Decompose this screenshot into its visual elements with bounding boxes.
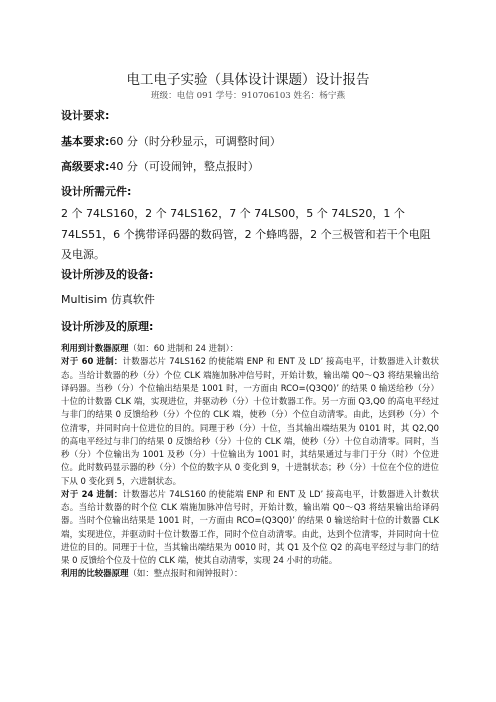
basic-requirement xyxy=(61,133,281,149)
counter-principle-line xyxy=(61,342,439,355)
equipment-text: Multisim 仿真软件 xyxy=(61,293,155,306)
advanced-requirement-label: 高级要求: xyxy=(61,160,110,173)
basic-requirement-label: 基本要求: xyxy=(61,135,110,148)
components-list: 2 个 74LS160，2 个 74LS162，7 个 74LS00，5 个 74LS20，1 个 74LS51，6 个携带译码器的数码管，2 个蜂鸣器，2 个三极管和若干个电阻及电源。 xyxy=(61,207,431,261)
comparator-principle-line xyxy=(61,567,439,580)
counter-principle-label: 利用到计数器原理 xyxy=(61,343,129,353)
comparator-label: 利用的比较器原理 xyxy=(61,568,129,579)
base60-text: 计数器芯片 74LS162 的使能端 ENP 和 ENT 及 LD’ 接高电平，计数器进入计数状态。当给计数器的秒（分）个位 CLK 端施加脉冲信号时，开始计数，输出端 Q0～Q3 将结果输出给译码器。当秒（分）个位输出结果是 1001 时，一方面由 RCO=(Q3Q0)’ 的结果 0 输送给秒（分）十位的计数器 CLK 端，实现进位，并驱动秒（分）十位计数器工作。另一方面 Q3,Q0 的高电平经过与非门的结果 0 反馈给秒（分）个位的 CLK 端，使秒（分）个位自动清零。由此，达到秒（分）个位清零，并同时向十位进位的目的。同理于秒（分）十位，当其输出端结果为 0101 时，其 Q2,Q0 的高电平经过与非门的结果 0 反馈给秒（分）十位的 CLK 端，使秒（分）十位自动清零。同时，当秒（分）个位输出为 1001 及秒（分）十位输出为 1001 时，其结果通过与非门于分（时）个位进位。此时数码显示器的秒（分）个位的数字从 0 变化到 9，十进制状态；秒（分）十位在个位的进位下从 0 变化到 5，六进制状态。 xyxy=(61,356,439,486)
base60-label: 对于 60 进制： xyxy=(61,356,123,367)
base24-label: 对于 24 进制： xyxy=(61,488,123,499)
student-info: 班级：电信 091 学号：910706103 姓名：杨宁燕 xyxy=(150,91,346,101)
equipment-heading: 设计所涉及的设备: xyxy=(61,268,154,281)
advanced-requirement-text: 40 分（可设闹钟，整点报时） xyxy=(109,160,259,173)
basic-requirement-text: 60 分（时分秒显示，可调整时间） xyxy=(109,135,281,148)
components-heading: 设计所需元件: xyxy=(61,185,132,198)
advanced-requirement xyxy=(61,158,259,174)
counter-principle-note: （如：60 进制和 24 进制）： xyxy=(128,343,239,353)
principle-heading: 设计所涉及的原理: xyxy=(61,320,154,333)
comparator-note: （如：整点报时和闹钟报时）： xyxy=(128,568,243,579)
principle-body xyxy=(61,342,439,581)
design-requirements-heading: 设计要求: xyxy=(61,109,110,122)
base60-paragraph xyxy=(61,355,439,488)
base24-paragraph xyxy=(61,488,439,568)
report-title: 电工电子实验（具体设计课题）设计报告 xyxy=(126,72,370,88)
base24-text: 计数器芯片 74LS160 的使能端 ENP 和 ENT 及 LD’ 接高电平，计数器进入计数状态。当给计数器的时个位 CLK 端施加脉冲信号时，开始计数，输出端 Q0～Q3 将结果输出给译码器。当时个位输出结果是 1001 时，一方面由 RCO=(Q3Q0)’ 的结果 0 输送给时十位的计数器 CLK 端，实现进位，并驱动时十位计数器工作，同时个位自动清零。由此，达到个位清零，并同时向十位进位的目的。同理于十位，当其输出端结果为 0010 时，其 Q1 及个位 Q2 的高电平经过与非门的结果 0 反馈给个位及十位的 CLK 端，使其自动清零，实现 24 小时的功能。 xyxy=(61,488,439,565)
